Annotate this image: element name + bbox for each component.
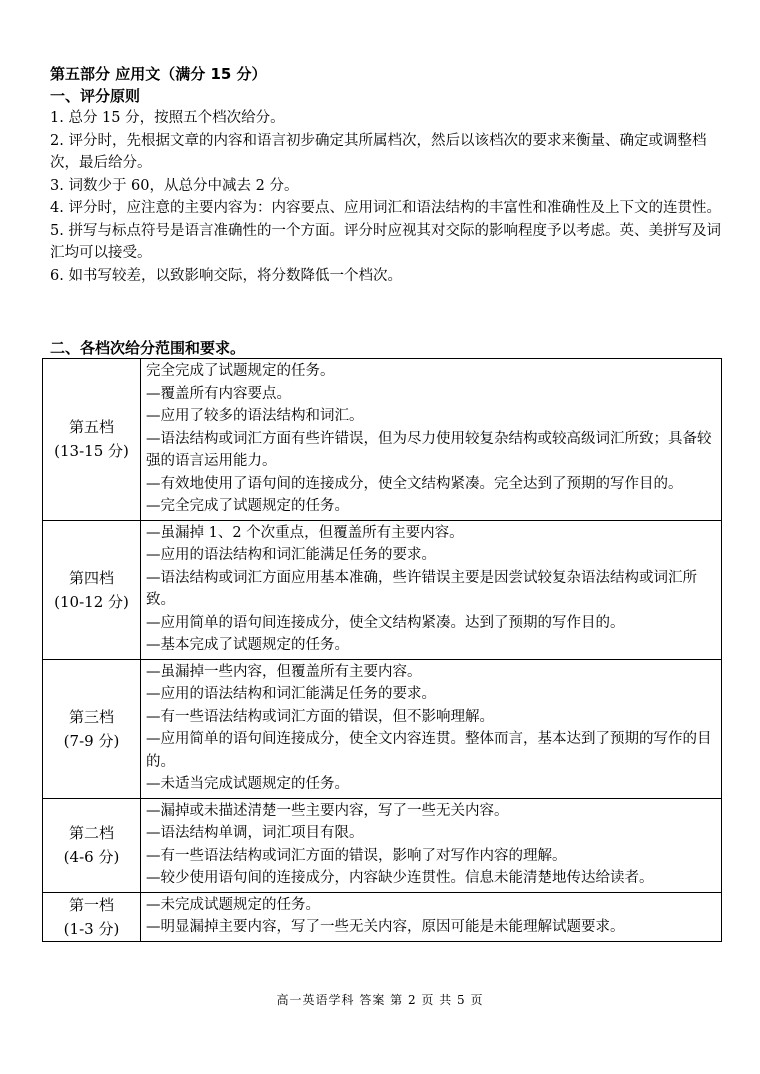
- scoring-rule: 4. 评分时，应注意的主要内容为：内容要点、应用词汇和语法结构的丰富性和准确性及上下文的连贯性。: [50, 200, 721, 216]
- table-row: [43, 659, 722, 798]
- requirement-line: —语法结构或词汇方面应用基本准确，些许错误主要是因尝试较复杂语法结构或词汇所致。: [146, 569, 697, 608]
- band-description: [141, 659, 722, 798]
- requirement-line: —有一些语法结构或词汇方面的错误，影响了对写作内容的理解。: [146, 847, 567, 864]
- requirement-line: —未完成试题规定的任务。: [146, 896, 320, 913]
- page-footer: 高一英语学科 答案 第 2 页 共 5 页: [276, 993, 484, 1007]
- band-cell: [43, 892, 141, 941]
- requirement-line: —较少使用语句间的连接成分，内容缺少连贯性。信息未能清楚地传达给读者。: [146, 870, 654, 886]
- band-range: (7-9 分): [63, 731, 120, 750]
- band-description: [141, 892, 722, 941]
- band-description: [141, 520, 722, 659]
- requirement-line: —覆盖所有内容要点。: [146, 385, 291, 402]
- scoring-rule: 1. 总分 15 分，按照五个档次给分。: [50, 110, 285, 126]
- band-name: 第二档: [68, 824, 114, 842]
- requirement-line: —应用的语法结构和词汇能满足任务的要求。: [146, 686, 436, 702]
- band-cell: [43, 359, 141, 521]
- requirement-line: —明显漏掉主要内容，写了一些无关内容，原因可能是未能理解试题要求。: [146, 919, 625, 935]
- table-row: [43, 798, 722, 892]
- band-range: (10-12 分): [54, 592, 129, 611]
- band-range: (1-3 分): [63, 919, 120, 938]
- band-description: [141, 359, 722, 521]
- section-band-requirements-title: 二、各档次给分范围和要求。: [50, 339, 246, 357]
- requirement-line: —应用的语法结构和词汇能满足任务的要求。: [146, 547, 436, 563]
- table-row: [43, 892, 722, 941]
- scoring-rule: 6. 如书写较差，以致影响交际，将分数降低一个档次。: [50, 267, 402, 284]
- band-cell: [43, 520, 141, 659]
- requirement-line: —应用简单的语句间连接成分，使全文内容连贯。整体而言，基本达到了预期的写作的目的。: [146, 731, 712, 770]
- requirement-line: —基本完成了试题规定的任务。: [146, 637, 349, 653]
- scoring-rule: 5. 拼写与标点符号是语言准确性的一个方面。评分时应视其对交际的影响程度予以考虑。英、美拼写及词汇均可以接受。: [50, 222, 721, 261]
- band-cell: [43, 659, 141, 798]
- band-range: (13-15 分): [54, 442, 129, 461]
- requirement-line: 完全完成了试题规定的任务。: [146, 363, 335, 379]
- scoring-rules-list: [50, 107, 722, 287]
- band-requirements-table: [42, 358, 722, 942]
- requirement-line: —漏掉或未描述清楚一些主要内容，写了一些无关内容。: [146, 802, 509, 819]
- band-description: [141, 798, 722, 892]
- scoring-rule: 3. 词数少于 60，从总分中减去 2 分。: [50, 177, 299, 194]
- requirement-line: —虽漏掉 1、2 个次重点，但覆盖所有主要内容。: [146, 524, 464, 541]
- band-name: 第一档: [68, 895, 114, 914]
- band-name: 第三档: [68, 707, 114, 726]
- requirement-line: —未适当完成试题规定的任务。: [146, 776, 349, 792]
- band-name: 第五档: [68, 418, 114, 437]
- band-name: 第四档: [68, 568, 114, 587]
- requirement-line: —有一些语法结构或词汇方面的错误，但不影响理解。: [146, 708, 494, 725]
- part-title: 第五部分 应用文（满分 15 分）: [50, 65, 267, 83]
- requirement-line: —应用了较多的语法结构和词汇。: [146, 408, 364, 424]
- requirement-line: —完全完成了试题规定的任务。: [146, 498, 349, 514]
- requirement-line: —虽漏掉一些内容，但覆盖所有主要内容。: [146, 663, 422, 680]
- requirement-line: —语法结构单调，词汇项目有限。: [146, 825, 364, 841]
- requirement-line: —语法结构或词汇方面有些许错误，但为尽力使用较复杂结构或较高级词汇所致；具备较强的语言运用能力。: [146, 430, 712, 469]
- table-row: [43, 359, 722, 521]
- requirement-line: —有效地使用了语句间的连接成分，使全文结构紧凑。完全达到了预期的写作目的。: [146, 475, 683, 492]
- scoring-rule: 2. 评分时，先根据文章的内容和语言初步确定其所属档次，然后以该档次的要求来衡量、确定或调整档次，最后给分。: [50, 132, 707, 171]
- band-cell: [43, 798, 141, 892]
- band-range: (4-6 分): [63, 848, 120, 866]
- requirement-line: —应用简单的语句间连接成分，使全文结构紧凑。达到了预期的写作目的。: [146, 614, 625, 631]
- table-row: [43, 520, 722, 659]
- section-scoring-principles-title: 一、评分原则: [50, 87, 141, 105]
